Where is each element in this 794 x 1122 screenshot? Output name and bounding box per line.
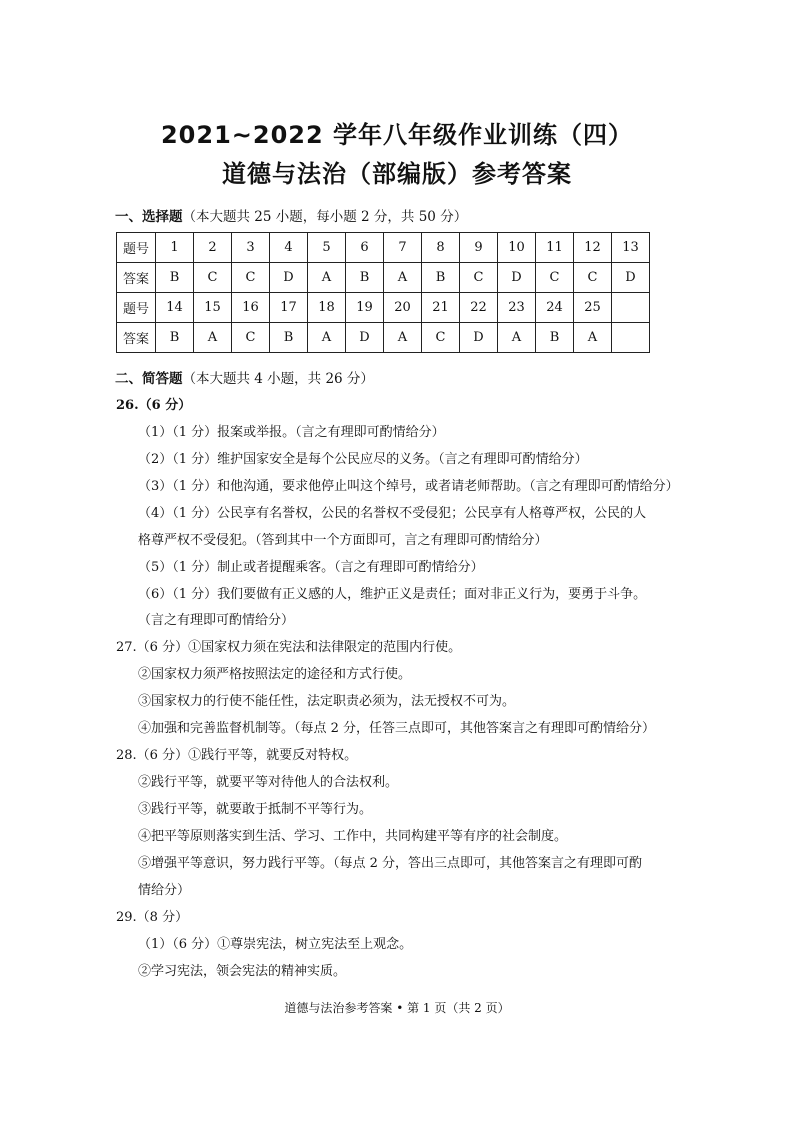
answer-line: （6）（1 分）我们要做有正义感的人，维护正义是责任；面对非正义行为，要勇于斗争。 xyxy=(138,587,647,602)
question-number: 20 xyxy=(384,293,422,323)
empty-cell xyxy=(612,293,650,323)
question-number-header: 题号 xyxy=(117,293,156,323)
question-number: 3 xyxy=(232,233,270,263)
question-number: 8 xyxy=(422,233,460,263)
answer-line: ②学习宪法，领会宪法的精神实质。 xyxy=(138,964,347,979)
question-26-header: 26.（6 分） xyxy=(116,398,192,413)
document-title: 2021~2022 学年八年级作业训练（四） xyxy=(160,121,634,149)
question-number: 17 xyxy=(270,293,308,323)
question-number: 16 xyxy=(232,293,270,323)
answer-cell: C xyxy=(194,263,232,293)
answer-table xyxy=(116,232,650,353)
question-number: 5 xyxy=(308,233,346,263)
question-number: 4 xyxy=(270,233,308,263)
answer-cell: D xyxy=(270,263,308,293)
table-row xyxy=(117,323,650,353)
question-28-header: 28.（6 分）①践行平等，就要反对特权。 xyxy=(116,748,358,763)
answer-line: ②国家权力须严格按照法定的途径和方式行使。 xyxy=(138,667,412,682)
answer-cell: D xyxy=(346,323,384,353)
answer-line: ④把平等原则落实到生活、学习、工作中，共同构建平等有序的社会制度。 xyxy=(138,829,568,844)
question-number: 2 xyxy=(194,233,232,263)
question-number: 12 xyxy=(574,233,612,263)
answer-line: ⑤增强平等意识，努力践行平等。（每点 2 分，答出三点即可，其他答案言之有理即可酌 xyxy=(138,856,643,871)
section-2-title: 二、简答题 xyxy=(115,371,183,387)
answer-cell: D xyxy=(612,263,650,293)
answer-cell: B xyxy=(156,323,194,353)
section-2-note: （本大题共 4 小题，共 26 分） xyxy=(182,371,374,387)
answer-cell: A xyxy=(384,263,422,293)
document-subtitle: 道德与法治（部编版）参考答案 xyxy=(222,160,572,188)
answer-cell: B xyxy=(346,263,384,293)
answer-line: ④加强和完善监督机制等。（每点 2 分，任答三点即可，其他答案言之有理即可酌情给分） xyxy=(138,721,656,736)
question-number: 24 xyxy=(536,293,574,323)
answer-line: （1）（1 分）报案或举报。（言之有理即可酌情给分） xyxy=(138,425,445,440)
question-29-header: 29.（8 分） xyxy=(116,910,189,925)
answer-line: （1）（6 分）①尊崇宪法，树立宪法至上观念。 xyxy=(138,937,413,952)
answer-line: ③践行平等，就要敢于抵制不平等行为。 xyxy=(138,802,373,817)
question-number: 15 xyxy=(194,293,232,323)
answer-cell: C xyxy=(232,263,270,293)
question-number: 23 xyxy=(498,293,536,323)
answer-line: ②践行平等，就要平等对待他人的合法权利。 xyxy=(138,775,399,790)
answer-cell: C xyxy=(460,263,498,293)
question-number: 1 xyxy=(156,233,194,263)
answer-header: 答案 xyxy=(117,323,156,353)
answer-cell: A xyxy=(308,263,346,293)
question-number: 10 xyxy=(498,233,536,263)
answer-cell: B xyxy=(422,263,460,293)
section-1-title: 一、选择题 xyxy=(115,209,183,225)
answer-line: （2）（1 分）维护国家安全是每个公民应尽的义务。（言之有理即可酌情给分） xyxy=(138,452,588,467)
question-number: 11 xyxy=(536,233,574,263)
answer-line: （5）（1 分）制止或者提醒乘客。（言之有理即可酌情给分） xyxy=(138,560,484,575)
table-row xyxy=(117,263,650,293)
answer-cell: A xyxy=(384,323,422,353)
answer-cell: D xyxy=(460,323,498,353)
answer-cell: B xyxy=(536,323,574,353)
answer-cell: A xyxy=(574,323,612,353)
answer-line: 情给分） xyxy=(138,883,191,898)
answer-line: （4）（1 分）公民享有名誉权，公民的名誉权不受侵犯；公民享有人格尊严权，公民的人 xyxy=(138,506,647,521)
section-2-heading xyxy=(115,367,374,387)
section-1-note: （本大题共 25 小题，每小题 2 分，共 50 分） xyxy=(182,209,468,225)
question-number: 21 xyxy=(422,293,460,323)
question-number: 22 xyxy=(460,293,498,323)
question-number: 19 xyxy=(346,293,384,323)
question-number: 6 xyxy=(346,233,384,263)
question-number-header: 题号 xyxy=(117,233,156,263)
answer-cell: A xyxy=(308,323,346,353)
answer-cell: C xyxy=(422,323,460,353)
section-1-heading xyxy=(115,205,467,225)
question-number: 9 xyxy=(460,233,498,263)
question-number: 7 xyxy=(384,233,422,263)
answer-cell: B xyxy=(270,323,308,353)
answer-cell: D xyxy=(498,263,536,293)
answer-line: ③国家权力的行使不能任性，法定职责必须为，法无授权不可为。 xyxy=(138,694,516,709)
answer-cell: C xyxy=(536,263,574,293)
answer-cell: A xyxy=(194,323,232,353)
page-footer: 道德与法治参考答案 • 第 1 页（共 2 页） xyxy=(284,1001,510,1015)
answer-header: 答案 xyxy=(117,263,156,293)
table-row xyxy=(117,293,650,323)
answer-cell: C xyxy=(574,263,612,293)
question-number: 25 xyxy=(574,293,612,323)
question-number: 14 xyxy=(156,293,194,323)
answer-line: 格尊严权不受侵犯。（答到其中一个方面即可，言之有理即可酌情给分） xyxy=(138,533,548,548)
answer-cell: C xyxy=(232,323,270,353)
question-27-header: 27.（6 分）①国家权力须在宪法和法律限定的范围内行使。 xyxy=(116,640,462,655)
answer-line: （言之有理即可酌情给分） xyxy=(138,613,295,628)
question-number: 18 xyxy=(308,293,346,323)
question-number: 13 xyxy=(612,233,650,263)
answer-line: （3）（1 分）和他沟通，要求他停止叫这个绰号，或者请老师帮助。（言之有理即可酌情给分） xyxy=(138,479,679,494)
answer-cell: B xyxy=(156,263,194,293)
table-row xyxy=(117,233,650,263)
empty-cell xyxy=(612,323,650,353)
answer-cell: A xyxy=(498,323,536,353)
